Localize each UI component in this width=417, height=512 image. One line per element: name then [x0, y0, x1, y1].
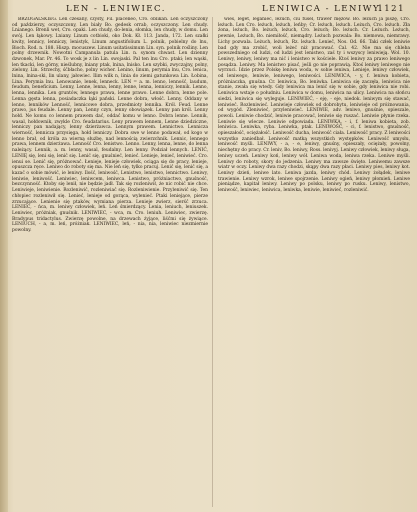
right-column-text: wieś, leget, leganiec, leżuch, ciu fusel, trawer mężów. Bo. leżuch ja piszę, Cro. leżuch. Len Cro. leżuch, leżuch, leńby; Cr. leżuch, leżuch. Leżuch, Cro. leżuch. Zła żona, leżuch, Bo. leżuch, leżuch, Cro. leżuch; Bo. leżuch. Cr. Leżuch. Leżuch, pewnie, Leżuch, Bo. niemiłość, niemądry. Leżuch pozwala: Bo. niemowa, niemrawy. Lichy pozwala. Leżuch, leżuch, Rz. leżuch. Lenieć, Nos. Od. 66. Taki człek leniwie bad gdy ma zrobić, woli leżeć niż pracować. Cal. 42. Nie ma się chleba powszedniego od ludzi, od ludzi jest lenistwo, zaś ty i wszyscy leniwieją. Wol. 10. Leniwy, leniwy, leniwy ma nić i lenistwo w kościele. Ktoś leniwy za prawo leniwego posądza. Leniwy. Ma lenistwo pisać, jeśli go nie poprawią. Ktoś leniwy leniwego nie wyrzuci. Idzie przez Polskę leniwa woda, w sobie leniwa, Lenieje, leniwy człowiek, od leniwego, leniwie, leniwego, leniwości. LENIWICA, - y, f. leniwa kobieta, próżniaczka, gnuśna. Cr. leniwica, Bo. leniwka. Leniwica się zaczęła, leniwica nie stanie, zwała się wtedy. Gdy leniwica ma lenić się w sobie, gdy leniwica nie robi. Leniwica wstaje o południu. Leniwica w domu, leniwica na ulicy. Leniwica na słońcu siedzi, leniwica się wyleguje. LENIWIEĆ, - eję, - eje, niedok. leniwym się stawać, leniwieć. Rozleniwieć. Leniwieje człowiek od dobrobytu, leniwieje od próżnowania, od wygód. Zleniwieć, przyleniwieć. LENIWIE, adv. leniwo, gnuśnie, opieszale, powoli. Leniwie chodzić, leniwie pracować, leniwie się ruszać. Leniwie płynie rzeka. Leniwie się wlecze. Leniwie odpowiada. LENIWKA, - i, f. leniwa kobieta, zob. leniwica. Leniwka, ryba. Leniwka, ptak. LENIWOŚĆ, - ci, f. lenistwo, gnuśność, opieszałość, ociężałość. Leniwość ducha, leniwość ciała. Leniwość pracy. Z leniwości wszystko zaniedbał. Leniwość matką wszystkich występków. Leniwość umysłu, leniwość myśli. LENIWY, - a, - e, leniwy, gnuśny, opieszały, ociężały, powolny, niechętny do pracy. Cr. leniv, Bo. leniwy, Ross. lenivyj. Leniwy człowiek, leniwy sługa, leniwy uczeń. Leniwy koń, leniwy wół. Leniwa woda, leniwa rzeka. Leniwe myśli. Leniwy do roboty, skory do jedzenia. Leniwy ma zawsze święto. Leniwemu zawsze wiatr w oczy. Leniwy dwa razy chodzi, skąpy dwa razy płaci. Leniwy pies, leniwy kot. Leniwy dzień, leniwe lato. Leniwa jazda, leniwy chód. Leniwy żołądek, leniwe trawienie. Leniwy wzrok, leniwe spojrzenie. Leniwy ogień, leniwy płomień. Leniwe pieniądze, kapitał leniwy. Leniwy po polsku, leniwy po rusku. Leniwy, lenistwo, leniwość, leniwiec, leniwica, leniwka, leniwie, leniwieć, rozleniwić. [218, 17, 410, 194]
column-divider [212, 17, 213, 507]
page-number: 1121 [377, 4, 405, 14]
left-column [12, 17, 208, 511]
book-spine-shadow [0, 0, 8, 512]
left-column-text: BRZOGALSKIEG. Len czesany, czysty, Fil. placeneo, Cro. oblikan. Len oczyszczony od paździerzy, oczyszczony, Len biały Bo. gedesk orrab, oczyszczony. Len chudy. Lnianego. Brenli wet, Cro. opaki. Len chudy, do-lenia, słomka, len chudy, w domu. Len swój. Len łąkowy. Lniany. Linum cotbioki, oko Dok. Kł. 113. Janda, 172. Len szałki kwity, lennicy, lenniczy, lenistyk, Linum angustifolium L. polnik, pobielny do lnu, Bioch. Rod. n. 188. Hiszp. mocuszew. Linum usitatissimum Lin. syn. polnik rośliny. Len polny drzewnik. Nowotni Campanula patula Lin. n. synom chwast. Len dzienny dzwonek, Mar. Pr. 46. To wosk je z lin Lin. swojaski. Pal ten lnu Cro. ptaki; len wąski, len tkacki, len górny, nieślubny, lniany ptak, lnina, lnisko. Len szybki, zwyczajny, polny, zielony, Lin. Strzechy, śćbłacho, polny wicher. Lenino, linum, perymia lnu, Cro. lenica, lnina, lnina-ski, lin ulany, jałowiec. Ilim wilk n, linia do ziemi gatunkowa Lin. Łobina, Lina. Perymia lnu. Lenowanie, lenek, lenneck. LEN = a. m. lenno, lenność, laudum, feudum, beneficium. Lenny, Lenne, lenna, lenny, lenne, lenna, lenniczy, lennik. Lenno, lenna, lennika. Len gruntów, lennego prawa, lenne prawo. Lenne dobra, lenne pole. Lenna gęsta lenna, posiadaczka łąki pański. Lenne dobra, włość. Lenny. Oddany w lenno, lenników Lenność, lennicowe dobra, przedmioty lennika. Król. Feud. Lenne prawo, jus feudale. Lenny pan, Lenny czyn, lenny obowiązek. Lenny pan król. Lenny hołd. Ne komu co lennem prawem dać, oddać komu w lenno. Dobra lenne. Lennik, wasal, hołdownik, zwykle Cro. feudatarius. Leny prawem lennem, Lenne dziedziczne, lenniczy pan nadający, lenny dzierżawca. Lennym prawem. Lennictwo. Lennicza wierność, lennicza przysięga, hołd lenniczy. Dobra swe w lenno podawał, od kogo w lenno brał, od króla za wierną służbę, nad lennością zwierzchnik. Lennic, lennego prawa, lennem dzierżawa. Lenność Cro. lenistwo. Lenno. Lenny, lenna, lenne, do lenna należący. Lennik, a. m. lenny, wasal, feudalny. Len lenny. Podział lennych. LENIĆ, LENIĘ się, leni się, lenić się. Lenić się, gnuśnieć, lenieć. Lenieje, lenieć, leniwieć. Cro. ienui se. Lenić się, próżnować. Łenieje, lenieje człowiek, ociąga się do pracy, lenieje, opuszcza ręce. Leniwo do roboty się ma. Nie leń się, tylko pracuj. Lenić się, lenić się, a kazać o sobie mówić, ie leniwy. Ilość, leniwość, Lenistwo, lenistwo, lennictwo. Leniwy, leniwie, leniwość. Leniwiec, leniwcem, leniwca. Lenistwo, próżniactwo, gnuśność, bezczynność. Ktoby się lenił, nie będzie jadł. Tak się rozleniwił, że nic robić nie chce. Leniwieje, leniwienie. Rozleniwić, rozleniwiać się. Rozleniwienie. Przyleniwić się. Ten chłopiec rozleniwił się. Lenieć, lenieje od gorąca, wylenieć. Ptaki leniejące, pierze zrzucające. Lenienie się ptaków, wymiana pierza. Lenieje zwierz, sierść zrzuca. LENIEC, - ńca, m. leniwy człowiek, leń. Leń śmierdzący. Lenia, leniuch, leniuszek. Leniwiec, próżniak, gnuśnik. LENIWIEC, - wca, m. Cro. leniuh. Leniwiec, zwierzę. Bradypus tridactylus. Zwierzę powolne, na drzewach żyjące, liśćmi się żywiące. LENIUCH, - a, m. leń, próżniak. LENIWIEC, leń, - nia, nia, leniwiec niezmiernie powolny. [12, 17, 208, 234]
header-right-guide-words: LENIWICA - LENIWY. [262, 4, 384, 14]
header-left-guide-words: LEN - LENIWIEC. [66, 4, 166, 14]
running-header [14, 4, 411, 16]
right-column [218, 17, 410, 511]
